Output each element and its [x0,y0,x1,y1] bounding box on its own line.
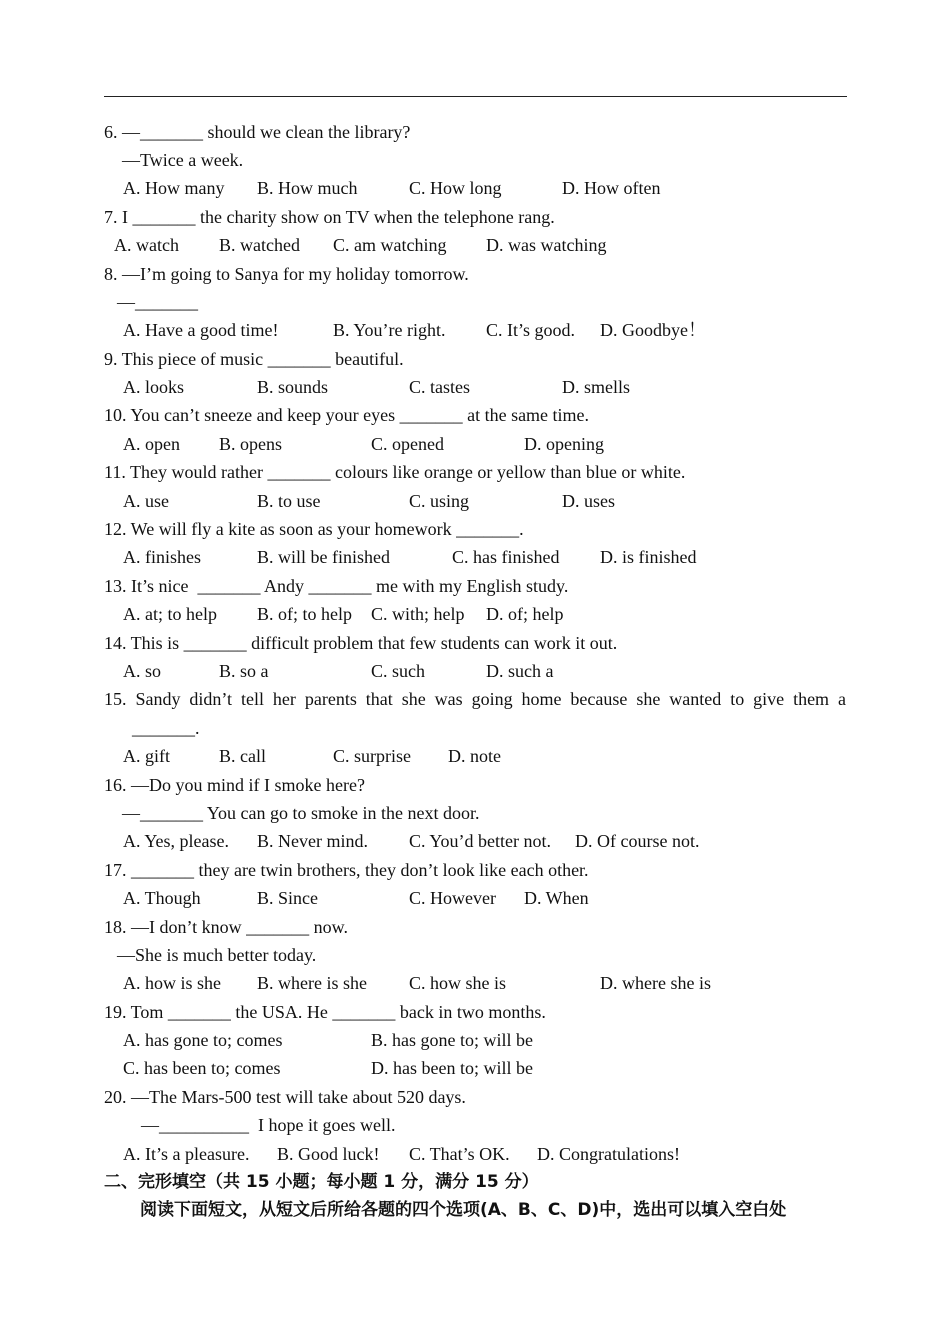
q14-option-d: D. such a [486,661,554,681]
q9-option-a: A. looks [123,377,185,397]
q14-option-b: B. so a [219,661,269,681]
q18-option-a: A. how is she [123,973,221,993]
q10-option-c: C. opened [371,434,444,454]
q12-option-d: D. is finished [600,547,697,567]
q10-option-d: D. opening [524,434,604,454]
q9-option-c: C. tastes [409,377,470,397]
q13-option-c: C. with; help [371,604,465,624]
q13-option-a: A. at; to help [123,604,217,624]
q11-option-d: D. uses [562,491,615,511]
q7-option-b: B. watched [219,235,300,255]
q20-option-a: A. It’s a pleasure. [123,1144,250,1164]
q20-option-b: B. Good luck! [277,1144,380,1164]
q18-option-c: C. how she is [409,973,507,993]
q12-option-c: C. has finished [452,547,560,567]
q12-stem: 12. We will fly a kite as soon as your homework _______. [104,519,524,539]
q6-option-a: A. How many [123,178,225,198]
q13-option-d: D. of; help [486,604,564,624]
q13-option-b: B. of; to help [257,604,352,624]
q15-stem-continuation: _______. [132,718,200,738]
q16-option-b: B. Never mind. [257,831,368,851]
q8-option-c: C. It’s good. [486,320,576,340]
q8-reply: —_______ [117,292,198,312]
q15-option-a: A. gift [123,746,170,766]
q19-option-b: B. has gone to; will be [371,1030,533,1050]
q9-option-b: B. sounds [257,377,329,397]
q6-reply: —Twice a week. [122,150,244,170]
q7-stem: 7. I _______ the charity show on TV when the telephone rang. [104,207,555,227]
q11-option-a: A. use [123,491,169,511]
q14-stem: 14. This is _______ difficult problem that few students can work it out. [104,633,618,653]
q17-option-c: C. However [409,888,496,908]
q17-option-d: D. When [524,888,589,908]
q12-option-a: A. finishes [123,547,201,567]
q6-option-c: C. How long [409,178,502,198]
section-2-instruction: 阅读下面短文，从短文后所给各题的四个选项(A、B、C、D)中，选出可以填入空白处 [140,1200,787,1220]
q19-stem: 19. Tom _______ the USA. He _______ back in two months. [104,1002,546,1022]
header-rule [104,96,847,97]
q6-stem: 6. —_______ should we clean the library? [104,122,411,142]
q15-option-c: C. surprise [333,746,411,766]
q19-option-a: A. has gone to; comes [123,1030,283,1050]
q11-option-b: B. to use [257,491,321,511]
q18-option-b: B. where is she [257,973,367,993]
q20-option-c: C. That’s OK. [409,1144,510,1164]
q10-option-b: B. opens [219,434,282,454]
q7-option-c: C. am watching [333,235,447,255]
q8-option-b: B. You’re right. [333,320,446,340]
q9-stem: 9. This piece of music _______ beautiful. [104,349,404,369]
q19-option-d: D. has been to; will be [371,1058,533,1078]
q18-stem: 18. —I don’t know _______ now. [104,917,348,937]
q14-option-a: A. so [123,661,162,681]
q17-option-b: B. Since [257,888,318,908]
q13-stem: 13. It’s nice _______ Andy _______ me with my English study. [104,576,569,596]
q15-option-b: B. call [219,746,266,766]
q15-option-d: D. note [448,746,501,766]
q14-option-c: C. such [371,661,425,681]
q17-stem: 17. _______ they are twin brothers, they don’t look like each other. [104,860,589,880]
q18-option-d: D. where she is [600,973,711,993]
q11-option-c: C. using [409,491,470,511]
q12-option-b: B. will be finished [257,547,390,567]
q6-option-b: B. How much [257,178,358,198]
q7-option-d: D. was watching [486,235,607,255]
q11-stem: 11. They would rather _______ colours like orange or yellow than blue or white. [104,462,686,482]
q16-reply: —_______ You can go to smoke in the next door. [122,803,480,823]
q16-option-a: A. Yes, please. [123,831,229,851]
q17-option-a: A. Though [123,888,201,908]
q16-stem: 16. —Do you mind if I smoke here? [104,775,365,795]
q7-option-a: A. watch [114,235,179,255]
q15-stem: 15. Sandy didn’t tell her parents that she was going home because she wanted to give them a [104,689,846,709]
q20-stem: 20. —The Mars-500 test will take about 520 days. [104,1087,466,1107]
section-2-heading: 二、完形填空（共 15 小题；每小题 1 分，满分 15 分） [104,1172,539,1192]
q9-option-d: D. smells [562,377,631,397]
q20-option-d: D. Congratulations! [537,1144,680,1164]
q8-stem: 8. —I’m going to Sanya for my holiday tomorrow. [104,264,469,284]
q8-option-a: A. Have a good time! [123,320,279,340]
q8-option-d: D. Goodbye！ [600,320,706,340]
q19-option-c: C. has been to; comes [123,1058,281,1078]
q16-option-d: D. Of course not. [575,831,700,851]
q18-reply: —She is much better today. [117,945,317,965]
q6-option-d: D. How often [562,178,661,198]
q10-stem: 10. You can’t sneeze and keep your eyes _______ at the same time. [104,405,590,425]
q10-option-a: A. open [123,434,180,454]
q16-option-c: C. You’d better not. [409,831,552,851]
q20-reply: —__________ I hope it goes well. [141,1115,396,1135]
